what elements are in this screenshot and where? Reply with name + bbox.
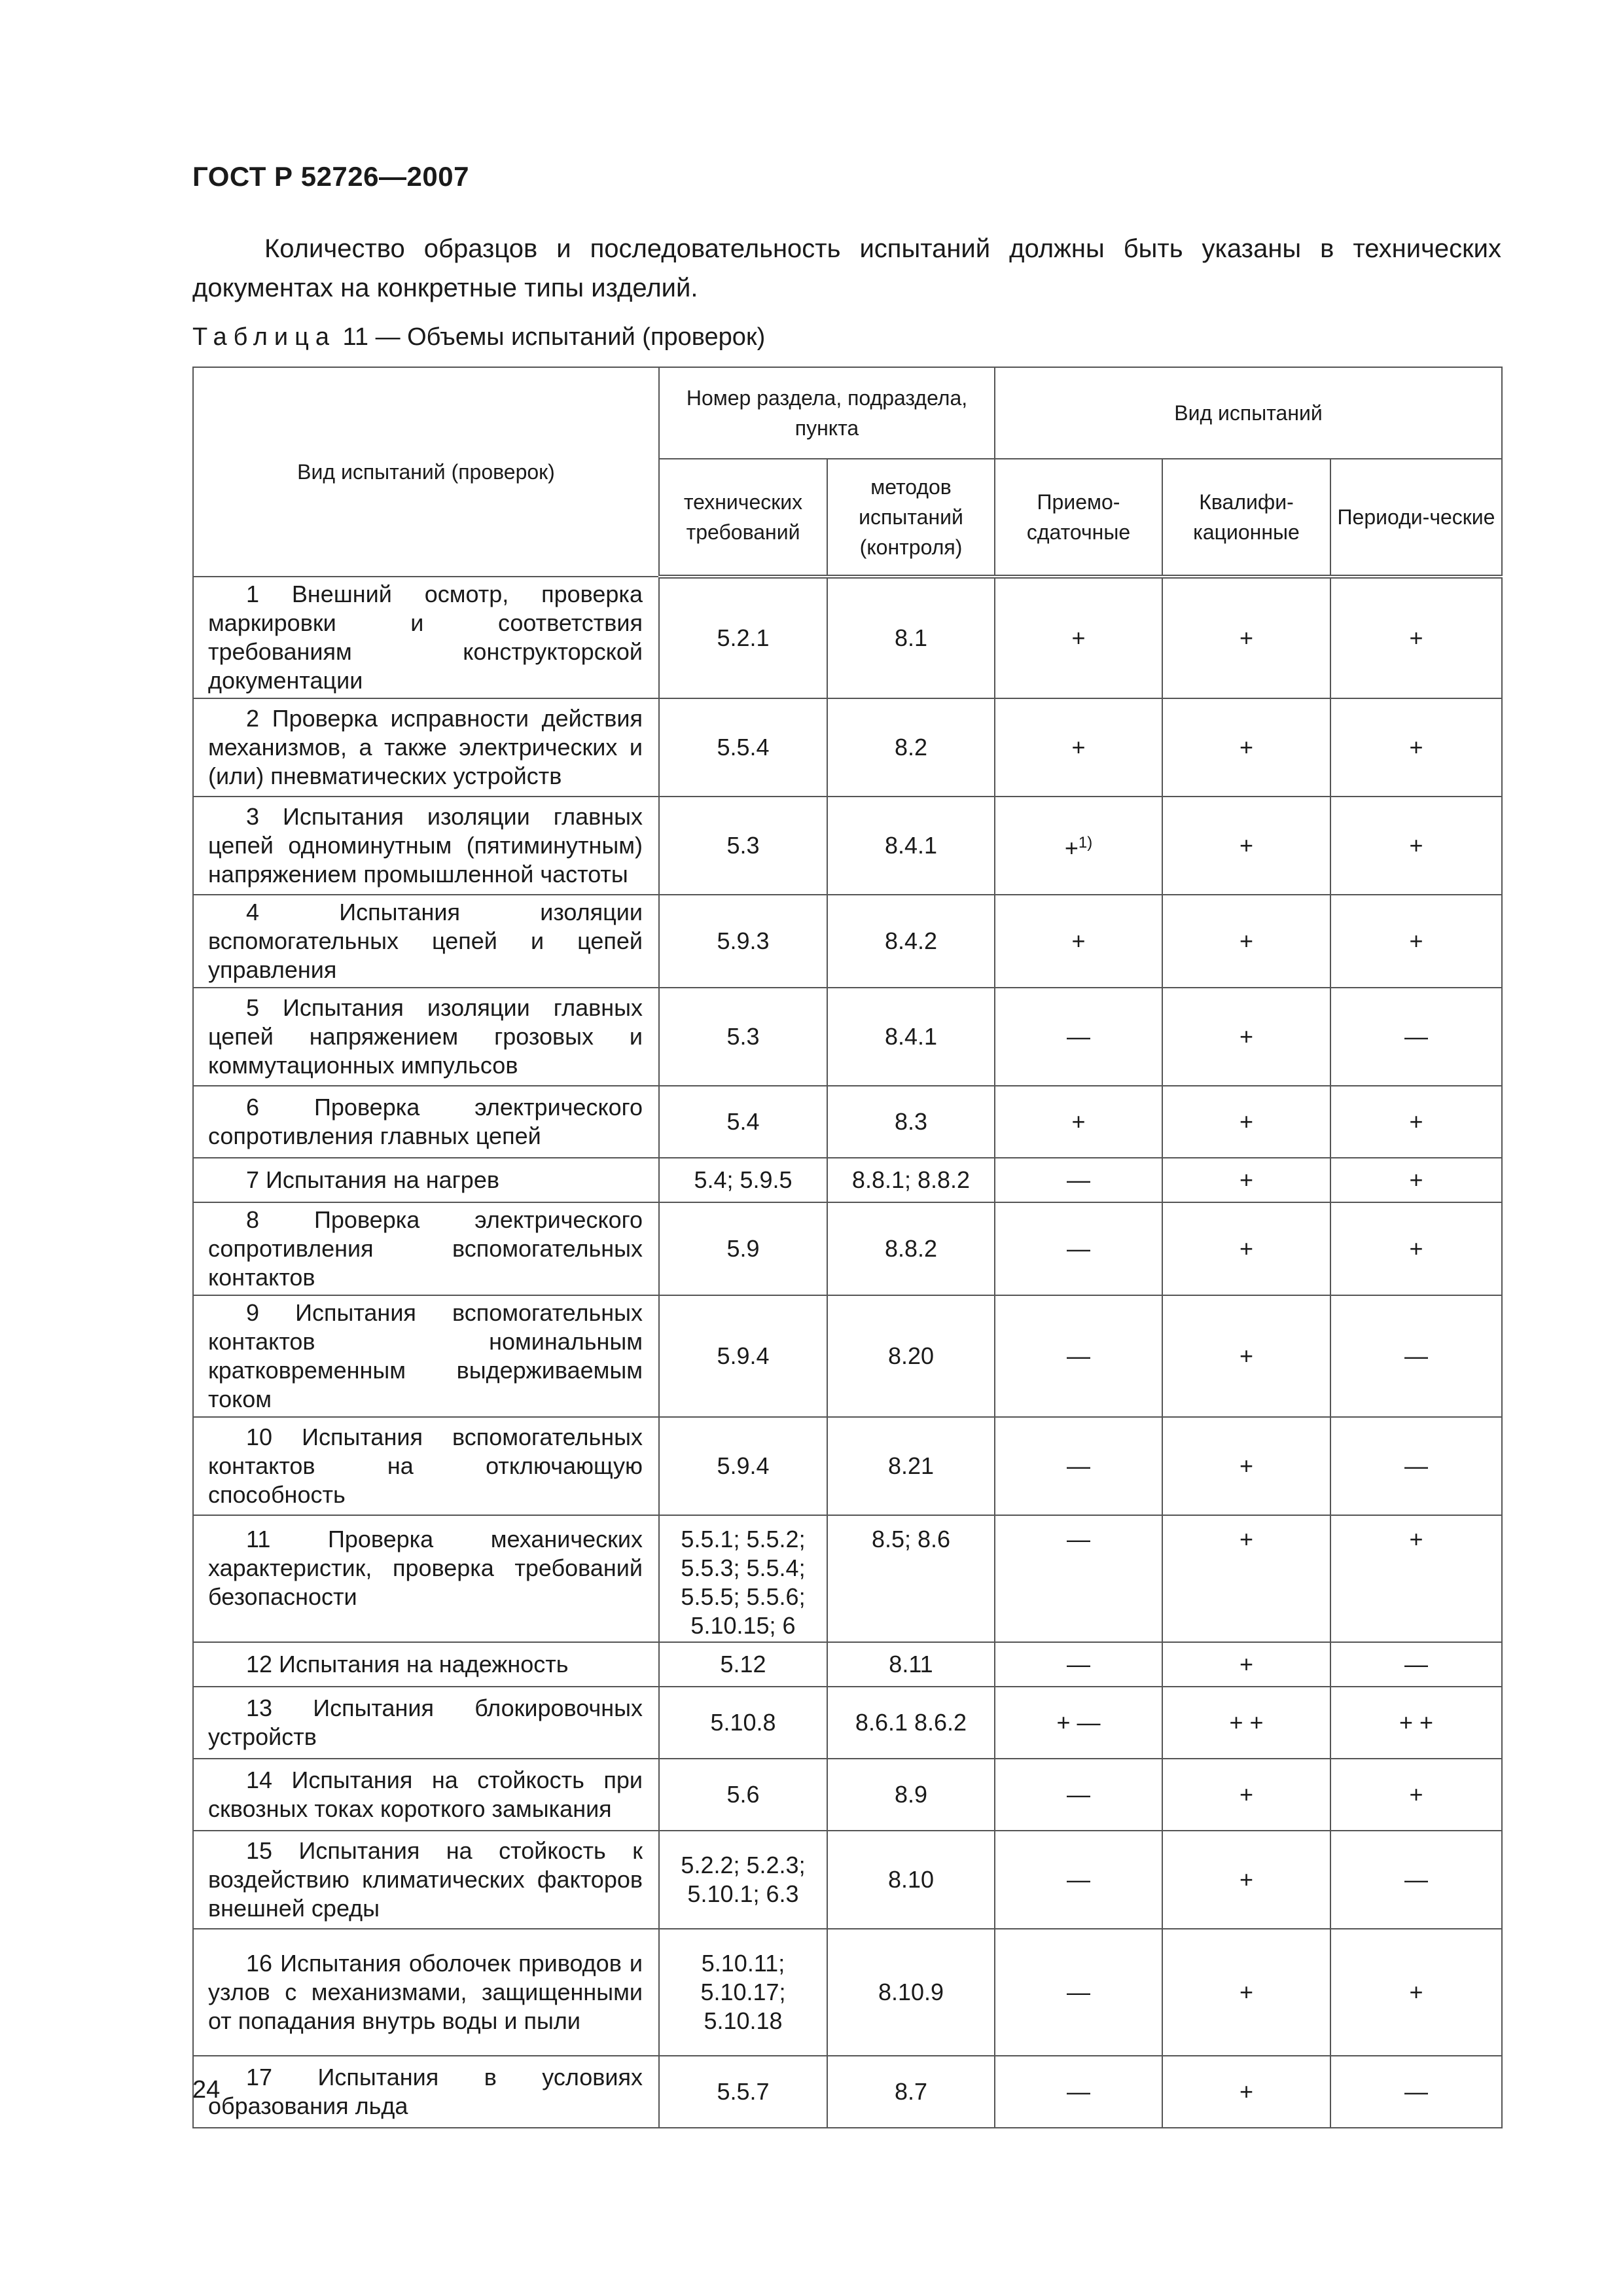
qualification-mark: + bbox=[1162, 1515, 1330, 1642]
acceptance-mark: — bbox=[995, 1831, 1162, 1929]
acceptance-mark: + bbox=[995, 1086, 1162, 1158]
qualification-mark: + + bbox=[1162, 1687, 1330, 1759]
tests-table bbox=[192, 367, 1503, 2128]
periodic-mark: — bbox=[1330, 1831, 1502, 1929]
qualification-mark: + bbox=[1162, 698, 1330, 797]
header-test-kind-group: Вид испытаний bbox=[995, 367, 1502, 459]
acceptance-mark: — bbox=[995, 1417, 1162, 1515]
table-row bbox=[193, 1417, 1502, 1515]
page-number: 24 bbox=[192, 2076, 221, 2104]
header-test-methods: методов испытаний (контроля) bbox=[827, 459, 995, 577]
table-row bbox=[193, 1515, 1502, 1642]
test-name: 13 Испытания блокировочных устройств bbox=[193, 1687, 659, 1759]
footnote-marker: 1) bbox=[1078, 834, 1093, 852]
method-ref: 8.11 bbox=[827, 1642, 995, 1687]
acceptance-mark: + bbox=[995, 895, 1162, 988]
table-row bbox=[193, 1929, 1502, 2056]
periodic-mark: + bbox=[1330, 895, 1502, 988]
tech-req-ref: 5.2.2; 5.2.3; 5.10.1; 6.3 bbox=[659, 1831, 827, 1929]
tech-req-ref: 5.5.7 bbox=[659, 2056, 827, 2128]
table-row bbox=[193, 1759, 1502, 1831]
test-name: 7 Испытания на нагрев bbox=[193, 1158, 659, 1202]
table-row bbox=[193, 1158, 1502, 1202]
table-row bbox=[193, 1202, 1502, 1295]
periodic-mark: + bbox=[1330, 1158, 1502, 1202]
test-name: 15 Испытания на стойкость к воздействию климатических факторов внешней среды bbox=[193, 1831, 659, 1929]
acceptance-mark: + bbox=[995, 577, 1162, 698]
header-qualification: Квалифи-кационные bbox=[1162, 459, 1330, 577]
header-tech-requirements: технических требований bbox=[659, 459, 827, 577]
table-row bbox=[193, 1295, 1502, 1417]
header-section-group: Номер раздела, подраздела, пункта bbox=[659, 367, 995, 459]
qualification-mark: + bbox=[1162, 797, 1330, 895]
method-ref: 8.10 bbox=[827, 1831, 995, 1929]
acceptance-mark: + bbox=[995, 698, 1162, 797]
table-caption-word: Таблица bbox=[192, 323, 336, 351]
acceptance-mark: — bbox=[995, 1202, 1162, 1295]
method-ref: 8.6.1 8.6.2 bbox=[827, 1687, 995, 1759]
test-name: 5 Испытания изоляции главных цепей напряжением грозовых и коммутационных импульсов bbox=[193, 988, 659, 1086]
test-name: 16 Испытания оболочек приводов и узлов с механизмами, защищенными от попадания внутрь воды и пыли bbox=[193, 1929, 659, 2056]
table-row bbox=[193, 1642, 1502, 1687]
method-ref: 8.7 bbox=[827, 2056, 995, 2128]
test-name: 10 Испытания вспомогательных контактов на отключающую способность bbox=[193, 1417, 659, 1515]
tech-req-ref: 5.9 bbox=[659, 1202, 827, 1295]
periodic-mark: — bbox=[1330, 2056, 1502, 2128]
test-name: 1 Внешний осмотр, проверка маркировки и соответствия требованиям конструкторской документации bbox=[193, 577, 659, 698]
test-name: 14 Испытания на стойкость при сквозных токах короткого замыкания bbox=[193, 1759, 659, 1831]
qualification-mark: + bbox=[1162, 1759, 1330, 1831]
periodic-mark: — bbox=[1330, 1417, 1502, 1515]
acceptance-mark: — bbox=[995, 988, 1162, 1086]
header-test-type: Вид испытаний (проверок) bbox=[193, 367, 659, 577]
periodic-mark: — bbox=[1330, 1642, 1502, 1687]
qualification-mark: + bbox=[1162, 1295, 1330, 1417]
test-name: 3 Испытания изоляции главных цепей одноминутным (пятиминутным) напряжением промышленной частоты bbox=[193, 797, 659, 895]
acceptance-mark: — bbox=[995, 1515, 1162, 1642]
acceptance-mark: — bbox=[995, 1642, 1162, 1687]
method-ref: 8.8.2 bbox=[827, 1202, 995, 1295]
qualification-mark: + bbox=[1162, 577, 1330, 698]
method-ref: 8.1 bbox=[827, 577, 995, 698]
test-name: 8 Проверка электрического сопротивления вспомогательных контактов bbox=[193, 1202, 659, 1295]
tech-req-ref: 5.5.1; 5.5.2; 5.5.3; 5.5.4; 5.5.5; 5.5.6; 5.10.15; 6 bbox=[659, 1515, 827, 1642]
test-name: 6 Проверка электрического сопротивления главных цепей bbox=[193, 1086, 659, 1158]
tech-req-ref: 5.2.1 bbox=[659, 577, 827, 698]
periodic-mark: + + bbox=[1330, 1687, 1502, 1759]
acceptance-mark bbox=[995, 797, 1162, 895]
method-ref: 8.9 bbox=[827, 1759, 995, 1831]
acceptance-mark: — bbox=[995, 2056, 1162, 2128]
periodic-mark: + bbox=[1330, 797, 1502, 895]
tech-req-ref: 5.12 bbox=[659, 1642, 827, 1687]
qualification-mark: + bbox=[1162, 1158, 1330, 1202]
periodic-mark: — bbox=[1330, 988, 1502, 1086]
acceptance-mark: — bbox=[995, 1759, 1162, 1831]
method-ref: 8.20 bbox=[827, 1295, 995, 1417]
intro-paragraph: Количество образцов и последовательность испытаний должны быть указаны в технических документах на конкретные типы изделий. bbox=[192, 234, 1501, 302]
table-row bbox=[193, 797, 1502, 895]
table-row bbox=[193, 1687, 1502, 1759]
qualification-mark: + bbox=[1162, 1831, 1330, 1929]
qualification-mark: + bbox=[1162, 1929, 1330, 2056]
tech-req-ref: 5.9.4 bbox=[659, 1417, 827, 1515]
test-name: 17 Испытания в условиях образования льда bbox=[193, 2056, 659, 2128]
tech-req-ref: 5.5.4 bbox=[659, 698, 827, 797]
tech-req-ref: 5.6 bbox=[659, 1759, 827, 1831]
table-row bbox=[193, 1831, 1502, 1929]
table-caption bbox=[192, 323, 765, 351]
method-ref: 8.4.2 bbox=[827, 895, 995, 988]
tech-req-ref: 5.10.8 bbox=[659, 1687, 827, 1759]
qualification-mark: + bbox=[1162, 1642, 1330, 1687]
acceptance-mark: + — bbox=[995, 1687, 1162, 1759]
method-ref: 8.21 bbox=[827, 1417, 995, 1515]
tech-req-ref: 5.3 bbox=[659, 988, 827, 1086]
tech-req-ref: 5.9.3 bbox=[659, 895, 827, 988]
test-name: 12 Испытания на надежность bbox=[193, 1642, 659, 1687]
periodic-mark: — bbox=[1330, 1295, 1502, 1417]
table-row bbox=[193, 1086, 1502, 1158]
periodic-mark: + bbox=[1330, 1515, 1502, 1642]
periodic-mark: + bbox=[1330, 1086, 1502, 1158]
qualification-mark: + bbox=[1162, 1086, 1330, 1158]
periodic-mark: + bbox=[1330, 1929, 1502, 2056]
periodic-mark: + bbox=[1330, 1202, 1502, 1295]
periodic-mark: + bbox=[1330, 577, 1502, 698]
acceptance-mark-value: + bbox=[1064, 834, 1079, 861]
periodic-mark: + bbox=[1330, 698, 1502, 797]
acceptance-mark: — bbox=[995, 1929, 1162, 2056]
method-ref: 8.4.1 bbox=[827, 797, 995, 895]
acceptance-mark: — bbox=[995, 1158, 1162, 1202]
table-row bbox=[193, 2056, 1502, 2128]
acceptance-mark: — bbox=[995, 1295, 1162, 1417]
table-caption-title: 11 — Объемы испытаний (проверок) bbox=[336, 323, 766, 351]
header-periodic: Периоди-ческие bbox=[1330, 459, 1502, 577]
test-name: 2 Проверка исправности действия механизмов, а также электрических и (или) пневматических устройств bbox=[193, 698, 659, 797]
test-name: 4 Испытания изоляции вспомогательных цепей и цепей управления bbox=[193, 895, 659, 988]
method-ref: 8.4.1 bbox=[827, 988, 995, 1086]
tech-req-ref: 5.10.11; 5.10.17; 5.10.18 bbox=[659, 1929, 827, 2056]
table-row bbox=[193, 577, 1502, 698]
test-name: 11 Проверка механических характеристик, проверка требований безопасности bbox=[193, 1515, 659, 1642]
qualification-mark: + bbox=[1162, 895, 1330, 988]
tech-req-ref: 5.9.4 bbox=[659, 1295, 827, 1417]
table-row bbox=[193, 895, 1502, 988]
tech-req-ref: 5.4; 5.9.5 bbox=[659, 1158, 827, 1202]
tech-req-ref: 5.4 bbox=[659, 1086, 827, 1158]
method-ref: 8.2 bbox=[827, 698, 995, 797]
method-ref: 8.8.1; 8.8.2 bbox=[827, 1158, 995, 1202]
qualification-mark: + bbox=[1162, 988, 1330, 1086]
method-ref: 8.5; 8.6 bbox=[827, 1515, 995, 1642]
document-header: ГОСТ Р 52726—2007 bbox=[192, 161, 469, 192]
qualification-mark: + bbox=[1162, 1202, 1330, 1295]
header-acceptance: Приемо-сдаточные bbox=[995, 459, 1162, 577]
periodic-mark: + bbox=[1330, 1759, 1502, 1831]
qualification-mark: + bbox=[1162, 2056, 1330, 2128]
qualification-mark: + bbox=[1162, 1417, 1330, 1515]
table-row bbox=[193, 698, 1502, 797]
table-row bbox=[193, 988, 1502, 1086]
test-name: 9 Испытания вспомогательных контактов номинальным кратковременным выдерживаемым током bbox=[193, 1295, 659, 1417]
method-ref: 8.10.9 bbox=[827, 1929, 995, 2056]
tech-req-ref: 5.3 bbox=[659, 797, 827, 895]
method-ref: 8.3 bbox=[827, 1086, 995, 1158]
